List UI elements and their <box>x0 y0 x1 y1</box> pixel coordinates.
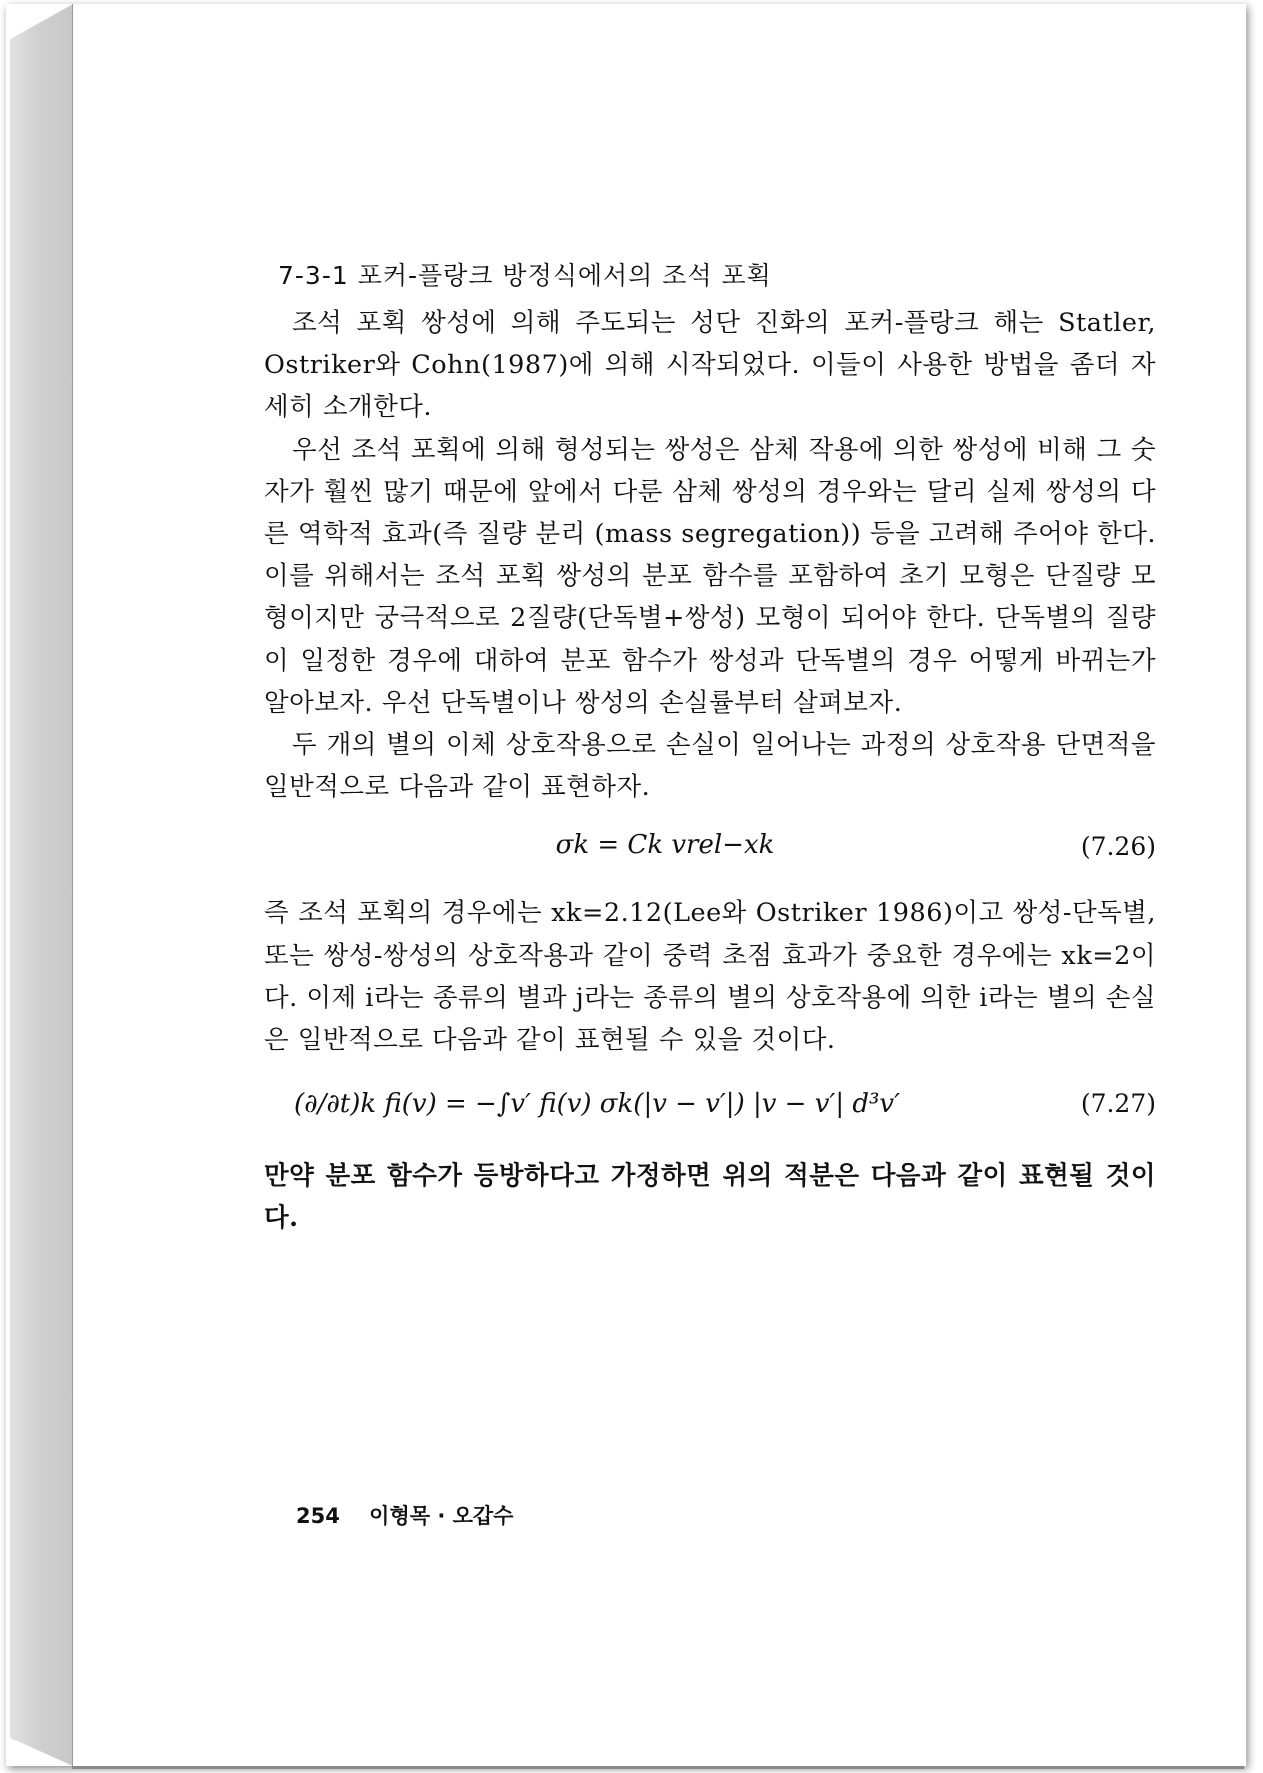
authors: 이형목 · 오갑수 <box>369 1504 514 1528</box>
paragraph-4: 즉 조석 포획의 경우에는 xk=2.12(Lee와 Ostriker 1986)이고 쌍성-단독별, 또는 쌍성-쌍성의 상호작용과 같이 중력 초점 효과가 중요한 경우에는 xk=2이다. 이제 i라는 종류의 별과 j라는 종류의 별의 상호작용에 의한 i라는 별의 손실은 일반적으로 다음과 같이 표현될 수 있을 것이다. <box>264 898 1156 1056</box>
page-number: 254 <box>296 1504 340 1528</box>
paragraph-3: 두 개의 별의 이체 상호작용으로 손실이 일어나는 과정의 상호작용 단면적을 일반적으로 다음과 같이 표현하자. <box>264 730 1156 803</box>
equation-number: (7.27) <box>1080 1089 1156 1119</box>
equation-7-27 <box>264 1065 1156 1151</box>
page-footer <box>296 1500 513 1530</box>
paragraph-2: 우선 조석 포획에 의해 형성되는 쌍성은 삼체 작용에 의한 쌍성에 비해 그 숫자가 훨씬 많기 때문에 앞에서 다룬 삼체 쌍성의 경우와는 달리 실제 쌍성의 다른 역학적 효과(즉 질량 분리 (mass segregation)) 등을 고려해 주어야 한다. 이를 위해서는 조석 포획 쌍성의 분포 함수를 포함하여 초기 모형은 단질량 모형이지만 궁극적으로 2질량(단독별+쌍성) 모형이 되어야 한다. 단독별의 질량이 일정한 경우에 대하여 분포 함수가 쌍성과 단독별의 경우 어떻게 바뀌는가 알아보자. 우선 단독별이나 쌍성의 손실률부터 살펴보자. <box>264 434 1156 718</box>
paragraph-5: 만약 분포 함수가 등방하다고 가정하면 위의 적분은 다음과 같이 표현될 것이다. <box>264 1161 1156 1234</box>
equation-body: σk = Ck vrel−xk <box>555 830 775 861</box>
book-spine <box>10 4 73 1766</box>
page-text-area <box>264 256 1156 1240</box>
section-heading: 7-3-1 포커-플랑크 방정식에서의 조석 포획 <box>278 261 772 290</box>
equation-body: (∂/∂t)k fi(v) = −∫v′ fi(v) σk(|v − v′|) |v − v′| d³v′ <box>294 1089 901 1120</box>
equation-7-26 <box>264 812 1156 888</box>
equation-number: (7.26) <box>1080 832 1156 862</box>
paragraph-1: 조석 포획 쌍성에 의해 주도되는 성단 진화의 포커-플랑크 해는 Statler, Ostriker와 Cohn(1987)에 의해 시작되었다. 이들이 사용한 방법을 좀더 자세히 소개한다. <box>264 308 1156 423</box>
page-bottom-edge <box>72 1766 1244 1769</box>
